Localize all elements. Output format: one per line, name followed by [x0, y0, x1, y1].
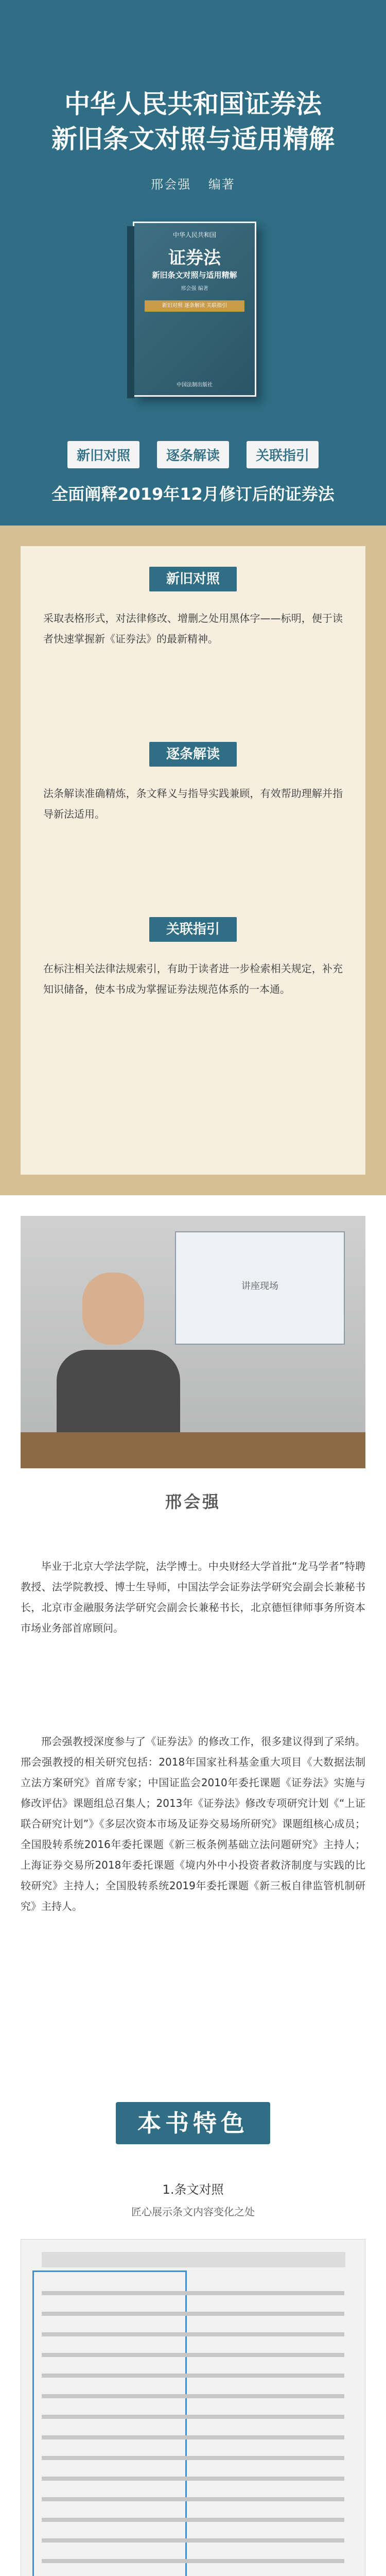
section-text-reference: 在标注相关法律法规索引，有助于读者进一步检索相关规定，补充知识储备，使本书成为掌握证券法规范体系的一本通。	[43, 962, 343, 995]
author-name: 邢会强	[151, 177, 191, 192]
feature-tags	[0, 441, 386, 468]
tag-reference: 关联指引	[247, 441, 319, 468]
book-title-line1: 中华人民共和国证券法	[64, 89, 322, 119]
bio-paragraph-2: 邢会强教授深度参与了《证券法》的修改工作，很多建议得到了采纳。邢会强教授的相关研究包括：2018年国家社科基金重大项目《大数据法制立法方案研究》首席专家；中国证监会2010年委托课题《证券法》实施与修改评估》课题组总召集人；2013年《证券法》修改专项研究计划《“上证联合研究计划”》《多层次资本市场及证券交易场所研究》课题组核心成员；全国股转系统2016年委托课题《新三板条例基础立法问题研究》主持人；上海证券交易所2018年委托课题《境内外中小投资者救济制度与实践的比较研究》主持人；全国股转系统2019年委托课题《新三板自律监管机制研究》主持人。	[21, 1735, 365, 1912]
tag-interpretation: 逐条解读	[157, 441, 229, 468]
tag-new-old: 新旧对照	[67, 441, 139, 468]
table-header	[42, 2252, 345, 2267]
speaker-head	[82, 1273, 144, 1345]
desk	[21, 1432, 365, 1468]
book-title-line2: 新旧条文对照与适用精解	[51, 124, 335, 154]
author-photo-section	[0, 1195, 386, 1546]
book-cover	[133, 222, 256, 397]
author-photo	[21, 1216, 365, 1468]
section-label-new-old: 新旧对照	[149, 567, 237, 591]
highlight-box	[32, 2270, 187, 2576]
section-label-interpretation: 逐条解读	[149, 742, 237, 767]
hero-section	[0, 0, 386, 526]
book-cover-band: 新旧对照 逐条解读 关联指引	[145, 300, 244, 312]
projector-screen	[175, 1231, 345, 1345]
sample-section-1	[0, 2174, 386, 2576]
sample-title-1: 1.条文对照	[162, 2182, 224, 2197]
features-panel	[21, 546, 365, 1175]
sample-desc-1: 匠心展示条文内容变化之处	[131, 2206, 255, 2218]
bio-paragraph-1: 毕业于北京大学法学院，法学博士。中央财经大学首批“龙马学者”特聘教授、法学院教授、博士生导师，中国法学会证券法学研究会副会长兼秘书长，北京市金融服务法学研究会副会长兼秘书长，北京德恒律师事务所资本市场业务部首席顾问。	[21, 1560, 365, 1634]
book-cover-main: 证券法	[168, 248, 221, 268]
section-text-interpretation: 法条解读准确精炼，条文释义与指导实践兼顾，有效帮助理解并指导新法适用。	[43, 787, 343, 820]
features-section	[0, 526, 386, 1195]
book-spine	[127, 226, 134, 398]
book-cover-publisher: 中国法制出版社	[177, 382, 213, 388]
author-name-heading: 邢会强	[165, 1492, 221, 1512]
hero-slogan: 全面阐释2019年12月修订后的证券法	[51, 484, 335, 504]
book-cover-author: 邢会强 编著	[181, 286, 208, 292]
screen-text: 讲座现场	[241, 1281, 278, 1292]
author-role: 编著	[208, 177, 235, 192]
author-line	[0, 174, 386, 192]
sample-page-image-1	[21, 2239, 365, 2576]
author-bio-section	[0, 1546, 386, 2081]
book-cover-sub: 新旧条文对照与适用精解	[152, 270, 237, 280]
features-banner-section	[0, 2081, 386, 2174]
section-text-new-old: 采取表格形式，对法律修改、增删之处用黑体字——标明，便于读者快速掌握新《证券法》的最新精神。	[43, 612, 343, 645]
features-banner: 本书特色	[116, 2102, 270, 2144]
section-label-reference: 关联指引	[149, 917, 237, 942]
book-cover-top: 中华人民共和国	[172, 231, 216, 239]
